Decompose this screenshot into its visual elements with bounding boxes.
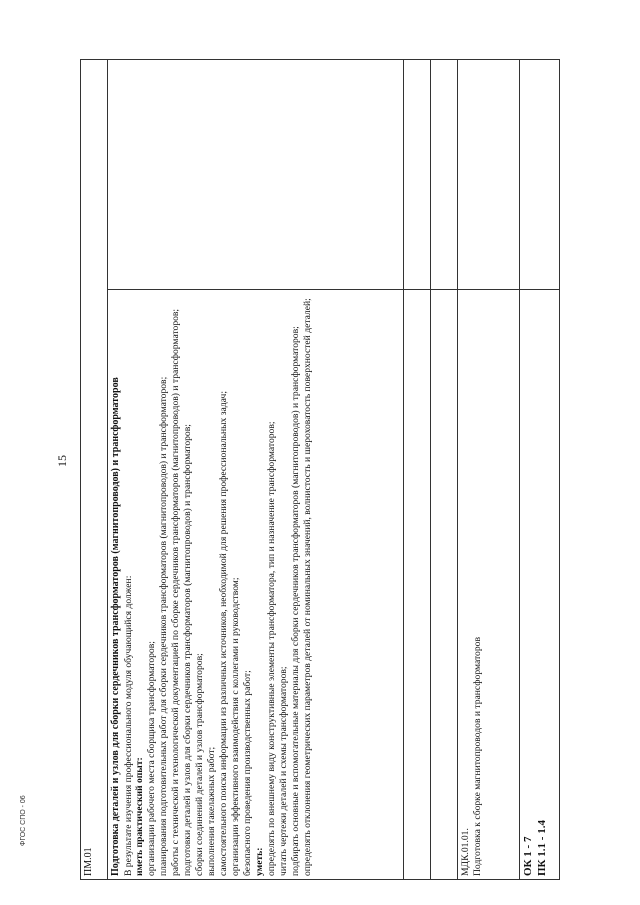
- empty-cell: [431, 60, 458, 290]
- mdk-title: Подготовка к сборке магнитопроводов и трансформаторов: [471, 637, 483, 876]
- row-module-code: [81, 60, 108, 880]
- experience-item: самостоятельного поиска информации из различных источников, необходимой для решения профессиональных задач;: [218, 390, 230, 876]
- empty-cell: [431, 290, 458, 880]
- footer-text: ФГОС СПО - 06: [20, 795, 27, 846]
- competencies-cell: [520, 290, 560, 880]
- page-number: 15: [55, 455, 69, 467]
- module-hours-cell: [108, 60, 404, 290]
- row-competencies: [520, 60, 560, 880]
- curriculum-table: [80, 59, 560, 880]
- curriculum-table-rotated: [80, 60, 560, 880]
- experience-item: организации эффективного взаимодействия с коллегами и руководством;: [230, 577, 242, 876]
- row-module-content: [108, 60, 404, 880]
- module-code-cell: [81, 60, 108, 880]
- module-title: Подготовка деталей и узлов для сборки сердечников трансформаторов (магнитопроводов) и трансформаторов: [110, 377, 121, 876]
- mdk-cell: [458, 290, 520, 880]
- experience-item: работы с технической и технологической документацией по сборке сердечников трансформаторов (магнитопроводов) и трансформаторов;: [170, 308, 182, 876]
- module-code: ПМ.01: [83, 847, 94, 876]
- competencies-pk: ПК 1.1 - 1.4: [535, 820, 548, 876]
- module-description-cell: [108, 290, 404, 880]
- row-hours-2: [431, 60, 458, 880]
- experience-item: организации рабочего места сборщика трансформаторов;: [146, 641, 158, 876]
- experience-item: сборки соединений деталей и узлов трансформаторов;: [194, 653, 206, 876]
- experience-heading: иметь практический опыт:: [134, 757, 146, 876]
- skills-item: определять по внешнему виду конструктивные элементы трансформатора, тип и назначение трансформаторов;: [266, 421, 278, 876]
- experience-item: планирования подготовительных работ для сборки сердечников трансформаторов (магнитопроводов) и трансформаторов;: [158, 376, 170, 876]
- empty-cell: [404, 290, 431, 880]
- empty-cell: [458, 60, 520, 290]
- empty-cell: [404, 60, 431, 290]
- skills-item: читать чертежи деталей и схемы трансформаторов;: [278, 666, 290, 876]
- experience-item: безопасного проведения производственных работ;: [242, 670, 254, 876]
- row-mdk: [458, 60, 520, 880]
- module-intro: В результате изучения профессионального модуля обучающийся должен:: [122, 575, 134, 876]
- experience-item: подготовки деталей и узлов для сборки сердечников трансформаторов (магнитопроводов) и трансформаторов;: [182, 424, 194, 876]
- row-hours-1: [404, 60, 431, 880]
- mdk-code: МДК.01.01.: [460, 828, 471, 876]
- empty-cell: [520, 60, 560, 290]
- skills-item: подбирать основные и вспомогательные материалы для сборки сердечников трансформаторов (магнитопроводов) и трансформаторов;: [290, 326, 302, 876]
- competencies-ok: ОК 1 - 7: [522, 836, 534, 876]
- skills-item: определять отклонения геометрических параметров деталей от номинальных значений, волнистость и шероховатость поверхностей деталей;: [302, 298, 314, 876]
- experience-item: выполнения такелажных работ;: [206, 746, 218, 876]
- skills-heading: уметь:: [254, 847, 266, 876]
